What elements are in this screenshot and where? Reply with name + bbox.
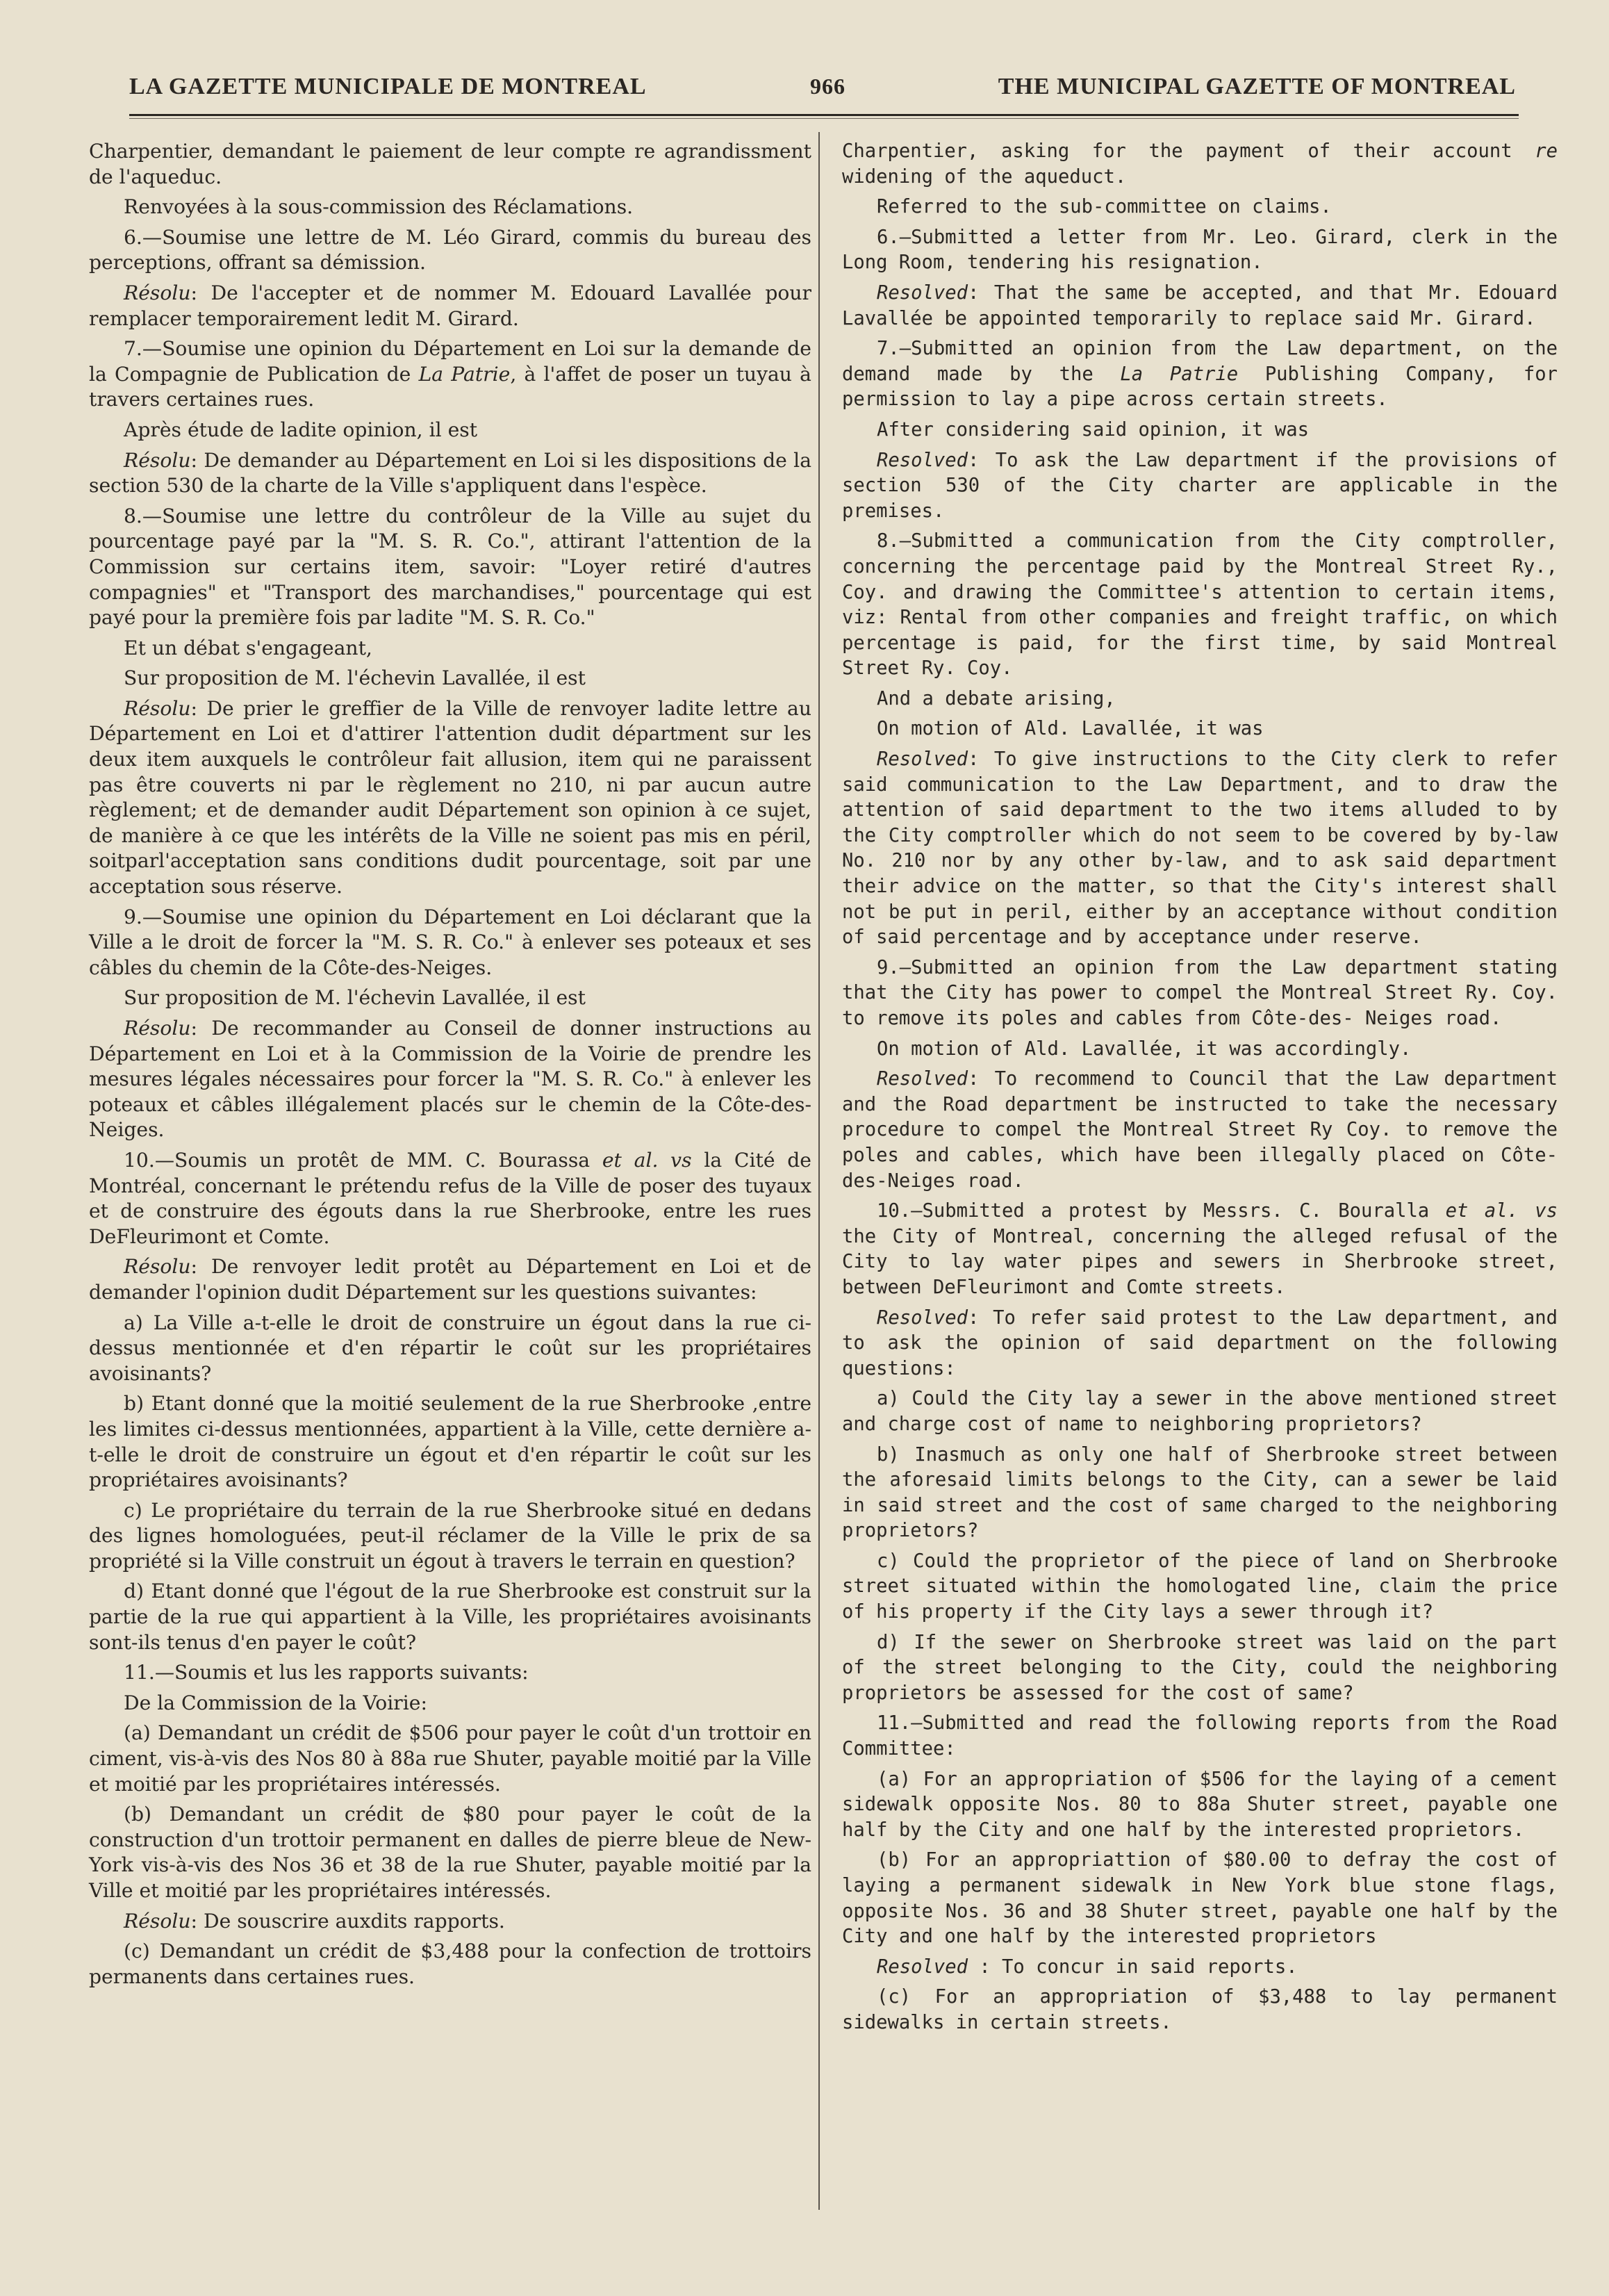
paragraph: c) Could the proprietor of the piece of land on Sherbrooke street situated within the homologated line, claim the price of his property if the City lays a sewer through it? (842, 1550, 1558, 1623)
resolution-label: Resolved (877, 1068, 968, 1090)
english-title: THE MUNICIPAL GAZETTE OF MONTREAL (998, 74, 1516, 99)
paragraph (842, 1955, 1558, 1981)
paragraph (842, 1067, 1558, 1194)
resolution-label: Résolu (124, 448, 191, 472)
resolution-text: : De renvoyer ledit protêt au Département en Loi et de demander l'opinion dudit Département sur les questions suivantes: (89, 1255, 811, 1304)
paragraph: Sur proposition de M. l'échevin Lavallée, il est (124, 986, 586, 1010)
paragraph (89, 448, 811, 499)
paragraph (842, 1306, 1558, 1382)
resolution-label: Resolved (877, 1955, 968, 1978)
paragraph-text: 10.—Submitted a protest by Messrs. C. Bouralla (877, 1200, 1446, 1222)
paragraph (89, 696, 811, 900)
paragraph (89, 1016, 811, 1143)
italic-text: La Patrie (418, 362, 511, 386)
paragraph: 8.—Submitted a communication from the City comptroller, concerning the percentage paid by the Montreal Street Ry., Coy. and drawing the Committee's attention to certain items, viz: Rental from other companies and freight traffic, on which percentage is paid, for the first time, by said Montreal Street Ry. Coy. (842, 530, 1558, 680)
paragraph: d) Etant donné que l'égout de la rue Sherbrooke est construit sur la partie de la rue qui appartient à la Ville, les propriétaires avoisinants sont-ils tenus d'en payer le coût? (89, 1580, 811, 1654)
resolution-text: : De recommander au Conseil de donner instructions au Département en Loi et à la Commission de la Voirie de prendre les mesures légales nécessaires pour forcer la "M. S. R. Co." à enlever les poteaux et câbles illégalement placés sur le chemin de la Côte-des-Neiges. (89, 1017, 811, 1142)
english-column (842, 139, 1558, 2041)
paragraph-text: the City of Montreal, concerning the alleged refusal of the City to lay water pipes and sewers in Sherbrooke street, between DeFleurimont and Comte streets. (842, 1225, 1558, 1298)
resolution-text: : To give instructions to the City clerk to refer said communication to the Law Department, and to draw the attention of said department to the two items alluded to by the City comptroller which do not seem to be covered by by-law No. 210 nor by any other by-law, and to ask said department their advice on the matter, so that the City's interest shall not be put in peril, either by an acceptance without condition of said percentage and by acceptance under reserve. (842, 748, 1558, 949)
paragraph: Et un débat s'engageant, (124, 636, 372, 659)
resolution-label: Resolved (877, 748, 968, 771)
paragraph: Referred to the sub-committee on claims. (877, 196, 1332, 218)
page-number: 966 (810, 74, 845, 99)
italic-text: re (1535, 140, 1558, 162)
resolution-label: Resolved (877, 1306, 968, 1329)
resolution-text: : De l'accepter et de nommer M. Edouard Lavallée pour remplacer temporairement ledit M. Girard. (89, 281, 811, 330)
paragraph: (c) Demandant un crédit de $3,488 pour la confection de trottoirs permanents dans certaines rues. (89, 1940, 811, 1988)
paragraph-text: 7.—Soumise une opinion du Département en Loi sur la demande de la Compagnie de Publication de (89, 337, 811, 386)
paragraph: Après étude de ladite opinion, il est (124, 418, 478, 441)
paragraph (842, 139, 1558, 190)
paragraph: 11.—Soumis et lus les rapports suivants: (124, 1661, 529, 1684)
page-header (129, 69, 1516, 111)
paragraph: 6.—Soumise une lettre de M. Léo Girard, commis du bureau des perceptions, offrant sa démission. (89, 225, 811, 274)
paragraph-text: 10.—Soumis un protêt de MM. C. Bourassa (124, 1148, 602, 1172)
resolution-label: Résolu (124, 1255, 191, 1279)
paragraph: (c) For an appropriation of $3,488 to lay permanent sidewalks in certain streets. (842, 1986, 1558, 2033)
paragraph: 6.—Submitted a letter from Mr. Leo. Girard, clerk in the Long Room, tendering his resignation. (842, 226, 1558, 274)
column-divider (818, 132, 820, 2210)
french-column (89, 139, 811, 1994)
paragraph: On motion of Ald. Lavallée, it was accordingly. (877, 1038, 1412, 1060)
paragraph-text: la Cité de Montréal, concernant le prétendu refus de la Ville de poser des tuyaux et de construire des égouts dans la rue Sherbrooke, entre les rues DeFleurimont et Comte. (89, 1148, 811, 1248)
resolution-text: : De demander au Département en Loi si les dispositions de la section 530 de la charte de la Ville s'appliquent dans l'espèce. (89, 448, 811, 498)
paragraph: (a) Demandant un crédit de $506 pour payer le coût d'un trottoir en ciment, vis-à-vis des Nos 80 à 88a rue Shuter, payable moitié par la Ville et moitié par les propriétaires intéressés. (89, 1721, 811, 1796)
paragraph (89, 1909, 811, 1935)
paragraph: 8.—Soumise une lettre du contrôleur de la Ville au sujet du pourcentage payé par la "M. S. R. Co.", attirant l'attention de la Commission sur certains item, savoir: "Loyer retiré d'autres compagnies" et "Transport des marchandises," pourcentage qui est payé pour la première fois par ladite "M. S. R. Co." (89, 504, 811, 630)
paragraph: b) Etant donné que la moitié seulement de la rue Sherbrooke ,entre les limites ci-dessus mentionnées, appartient à la Ville, cette dernière a-t-elle le droit de construire un égout et d'en répartir le coût sur les propriétaires avoisinants? (89, 1392, 811, 1492)
paragraph-text: Charpentier, asking for the payment of their account (842, 140, 1535, 162)
paragraph-text: , à l'affet de poser un tuyau à travers certaines rues. (89, 362, 811, 411)
resolution-label: Résolu (124, 696, 191, 720)
paragraph: (a) For an appropriation of $506 for the laying of a cement sidewalk opposite Nos. 80 to 88a Shuter street, payable one half by the City and one half by the interested proprietors. (842, 1768, 1558, 1841)
paragraph: 9.—Soumise une opinion du Département en Loi déclarant que la Ville a le droit de forcer la "M. S. R. Co." à enlever ses poteaux et ses câbles du chemin de la Côte-des-Neiges. (89, 905, 811, 979)
resolution-label: Resolved (877, 449, 968, 471)
paragraph: De la Commission de la Voirie: (124, 1691, 427, 1714)
resolution-text: : That the same be accepted, and that Mr. Edouard Lavallée be appointed temporarily to replace said Mr. Girard. (842, 281, 1558, 329)
paragraph (89, 336, 811, 413)
italic-text: La Patrie (1120, 363, 1239, 385)
paragraph: After considering said opinion, it was (877, 418, 1309, 441)
paragraph: Renvoyées à la sous-commission des Réclamations. (124, 195, 634, 219)
paragraph-text: Publishing Company, for permission to lay a pipe across certain streets. (842, 363, 1558, 411)
paragraph (842, 281, 1558, 331)
resolution-label: Résolu (124, 1017, 191, 1040)
paragraph-text: 7.—Submitted an opinion from the Law department, on the demand made by the (842, 338, 1558, 385)
paragraph (89, 1148, 811, 1249)
resolution-text: : To recommend to Council that the Law department and the Road department be instructed to take the necessary procedure to compel the Montreal Street Ry Coy. to remove the poles and cables, which have been illegally placed on Côte-des-Neiges road. (842, 1068, 1558, 1192)
paragraph: d) If the sewer on Sherbrooke street was laid on the part of the street belonging to the City, could the neighboring proprietors be assessed for the cost of same? (842, 1631, 1558, 1704)
french-title: LA GAZETTE MUNICIPALE DE MONTREAL (129, 74, 647, 99)
paragraph: On motion of Ald. Lavallée, it was (877, 718, 1264, 740)
paragraph: a) La Ville a-t-elle le droit de construire un égout dans la rue ci-dessus mentionnée et d'en répartir le coût sur les propriétaires avoisinants? (89, 1311, 811, 1385)
paragraph: a) Could the City lay a sewer in the above mentioned street and charge cost of name to neighboring proprietors? (842, 1388, 1558, 1435)
paragraph (842, 1199, 1558, 1300)
paragraph (842, 747, 1558, 951)
resolution-label: Résolu (124, 281, 191, 304)
resolution-text: : To refer said protest to the Law department, and to ask the opinion of said department on the following questions: (842, 1306, 1558, 1379)
italic-text: et al. vs (602, 1148, 692, 1172)
header-rule (129, 114, 1519, 116)
paragraph: 11.—Submitted and read the following reports from the Road Committee: (842, 1712, 1558, 1760)
paragraph (89, 281, 811, 331)
resolution-text: : De prier le greffier de la Ville de renvoyer ladite lettre au Département en Loi et d'attirer l'attention dudit départment sur les deux item auxquels le contrôleur fait allusion, item qui ne paraissent pas être couverts ni par le règlement no 210, ni par aucun autre règlement; et de demander audit Département son opinion à ce sujet, de manière à ce que les intérêts de la Ville ne soient pas mis en péril, soitparl'acceptation sans conditions dudit pourcentage, soit par une acceptation sous réserve. (89, 696, 811, 899)
paragraph: c) Le propriétaire du terrain de la rue Sherbrooke situé en dedans des lignes homologuées, peut-il réclamer de la Ville le prix de sa propriété si la Ville construit un égout à travers le terrain en question? (89, 1498, 811, 1573)
paragraph (89, 1254, 811, 1305)
paragraph: (b) Demandant un crédit de $80 pour payer le coût de la construction d'un trottoir permanent en dalles de pierre bleue de New-York vis-à-vis des Nos 36 et 38 de la rue Shuter, payable moitié par la Ville et moitié par les propriétaires intéressés. (89, 1803, 811, 1902)
paragraph-text: widening of the aqueduct. (842, 165, 1127, 188)
paragraph: Sur proposition de M. l'échevin Lavallée, il est (124, 666, 586, 690)
resolution-text: : To concur in said reports. (967, 1955, 1298, 1978)
resolution-text: : De souscrire auxdits rapports. (190, 1909, 505, 1933)
paragraph: Charpentier, demandant le paiement de leur compte re agrandissment de l'aqueduc. (89, 140, 811, 188)
paragraph (842, 448, 1558, 525)
paragraph: 9.—Submitted an opinion from the Law department stating that the City has power to compel the Montreal Street Ry. Coy. to remove its poles and cables from Côte-des- Neiges road. (842, 956, 1558, 1029)
resolution-label: Résolu (124, 1909, 191, 1933)
header-rule-thin (129, 118, 1519, 119)
paragraph (842, 336, 1558, 413)
italic-text: et al. vs (1445, 1200, 1558, 1222)
paragraph: (b) For an appropriattion of $80.00 to defray the cost of laying a permanent sidewalk in New York blue stone flags, opposite Nos. 36 and 38 Shuter street, payable one half by the City and one half by the interested proprietors (842, 1849, 1558, 1948)
resolution-label: Resolved (877, 281, 968, 304)
paragraph: And a debate arising, (877, 687, 1116, 710)
resolution-text: : To ask the Law department if the provisions of section 530 of the City charter are applicable in the premises. (842, 449, 1558, 522)
paragraph: b) Inasmuch as only one half of Sherbrooke street between the aforesaid limits belongs to the City, can a sewer be laid in said street and the cost of same charged to the neighboring proprietors? (842, 1443, 1558, 1542)
